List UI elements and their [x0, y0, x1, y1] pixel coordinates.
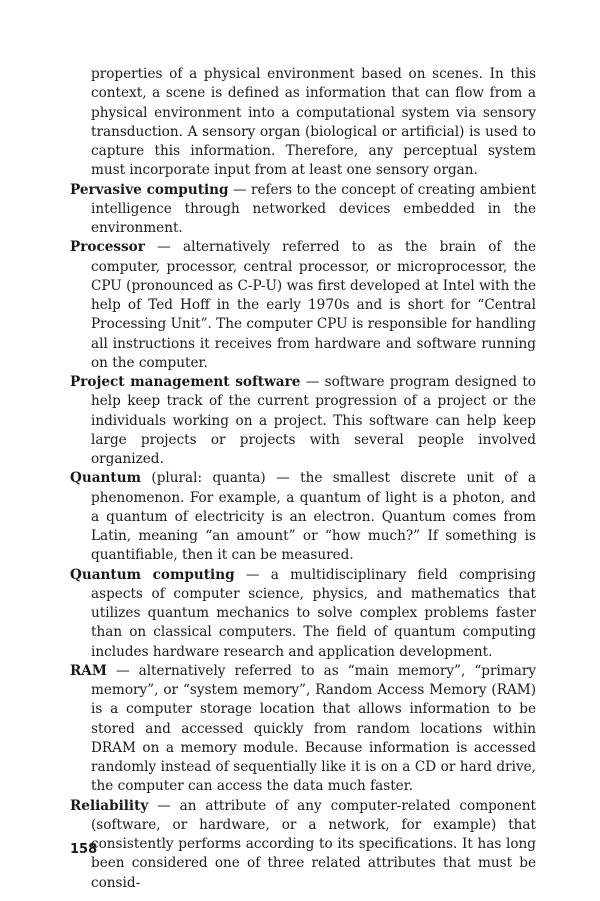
glossary-definition: — software program designed to help keep track of the current progression of a project or the individuals working on a project. This software can help keep large projects or projects with several people involved organized. [91, 374, 536, 467]
glossary-definition: — a multidisciplinary field comprising aspects of computer science, physics, and mathematics that utilizes quantum mechanics to solve complex problems faster than on classical computers. The field of quantum computing includes hardware research and application development. [91, 566, 536, 660]
glossary-term: RAM [70, 662, 107, 679]
glossary-term: Pervasive computing [70, 181, 229, 198]
glossary-entry [70, 566, 536, 662]
glossary-entry [70, 662, 536, 797]
glossary-entry [70, 373, 536, 469]
glossary-term: Processor [70, 239, 145, 256]
glossary-term: Quantum computing [70, 566, 235, 583]
continued-definition: properties of a physical environment based on scenes. In this context, a scene is defined as information that can flow from a physical environment into a computational system via sensory transduction. A sensory organ (biological or artificial) is used to capture this information. Therefore, any perceptual system must incorporate input from at least one sensory organ. [91, 66, 536, 179]
glossary-term: Project management software [70, 374, 301, 390]
glossary-definition: — refers to the concept of creating ambient intelligence through networked devices embedded in the environment. [91, 181, 536, 236]
glossary-definition: — alternatively referred to as the brain of the computer, processor, central processor, or microprocessor, the CPU (pronounced as C-P-U) was first developed at Intel with the help of Ted Hoff in the early 1970s and is short for “Central Processing Unit”. The computer CPU is responsible for handling all instructions it receives from hardware and software running on the computer. [91, 239, 536, 371]
glossary-page [70, 65, 536, 893]
glossary-entry [70, 238, 536, 373]
glossary-entry [70, 797, 536, 893]
glossary-entry [70, 469, 536, 565]
glossary-term: Quantum [70, 470, 141, 487]
glossary-entry [70, 181, 536, 239]
page-number: 158 [70, 842, 98, 857]
glossary-term: Reliability [70, 797, 149, 814]
glossary-definition: — an attribute of any computer-related component (software, or hardware, or a network, for example) that consistently performs according to its specifications. It has long been considered one of three related attributes that must be consid- [91, 797, 536, 891]
glossary-definition: (plural: quanta) — the smallest discrete unit of a phenomenon. For example, a quantum of light is a photon, and a quantum of electricity is an electron. Quantum comes from Latin, meaning “an amount” or “how much?” If something is quantifiable, then it can be measured. [91, 470, 536, 564]
glossary-definition: — alternatively referred to as “main memory”, “primary memory”, or “system memory”, Random Access Memory (RAM) is a computer storage location that allows information to be stored and accessed quickly from random locations within DRAM on a memory module. Because information is accessed randomly instead of sequentially like it is on a CD or hard drive, the computer can access the data much faster. [91, 662, 536, 795]
